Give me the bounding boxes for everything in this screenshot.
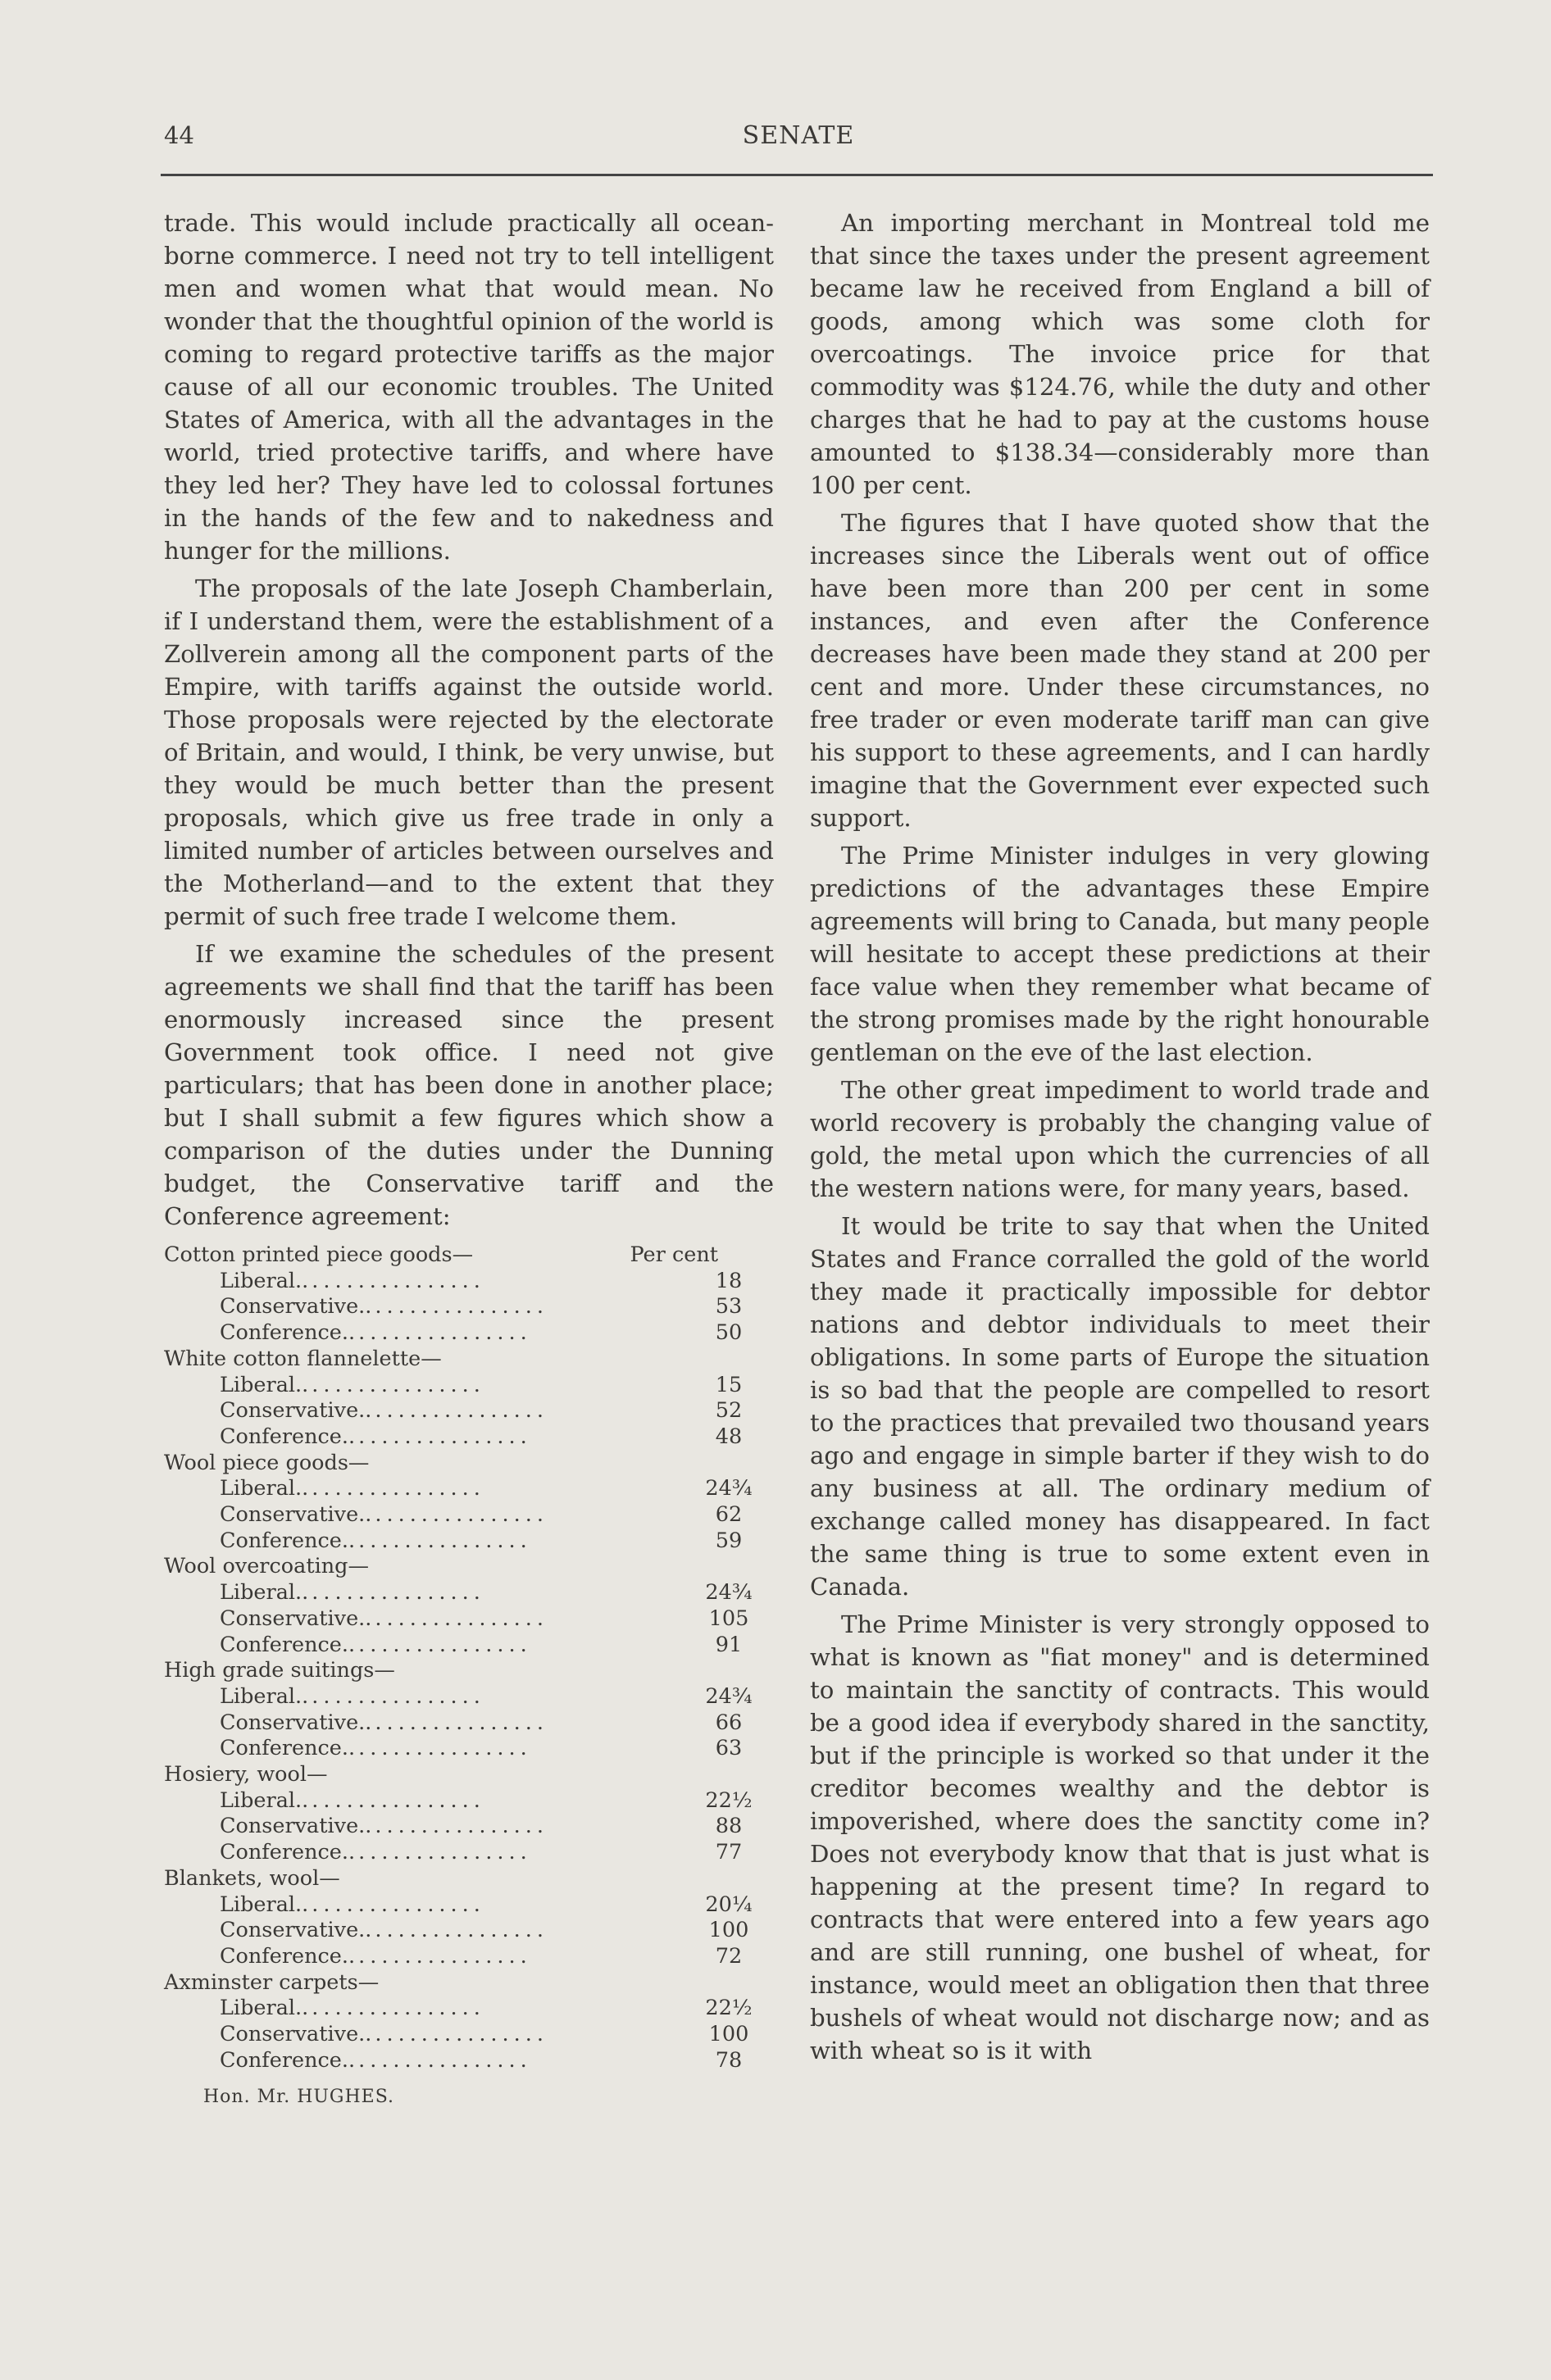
dot-leader: ............... (375, 1814, 548, 1839)
tariff-table (164, 1242, 774, 2074)
row-value: 50 (715, 1320, 743, 1346)
dot-leader: ............... (375, 1606, 548, 1631)
row-label: Conservative.. (220, 1710, 372, 1735)
row-value: 22½ (705, 1996, 753, 2021)
row-value: 15 (715, 1372, 743, 1397)
row-label: Conservative.. (220, 1398, 372, 1424)
paragraph: If we examine the schedules of the present agreements we shall find that the tariff has been enormously increased since the present Government took office. I need not give particulars; that has been done in another place; but I shall submit a few figures which show a comparison of the duties under the Dunning budget, the Conservative tariff and the Conference agreement: (164, 940, 774, 1230)
dot-leader: ............... (312, 1580, 485, 1606)
row-value: 59 (715, 1528, 743, 1553)
dot-leader: ............... (375, 1710, 548, 1735)
footer-speaker: Hon. Mr. HUGHES. (203, 2086, 395, 2107)
table-row (164, 1424, 774, 1451)
category-heading: Axminster carpets— (164, 1969, 380, 1995)
row-label: Conference.. (220, 1736, 356, 1761)
row-label: Liberal.. (220, 1683, 309, 1709)
dot-leader: ............... (312, 1996, 485, 2021)
table-row (164, 1996, 774, 2022)
dot-leader: ............... (312, 1476, 485, 1501)
row-label: Conservative.. (220, 2022, 372, 2047)
table-row (164, 1580, 774, 1606)
dot-leader: ............... (375, 1398, 548, 1424)
page-header (164, 121, 1433, 154)
page-number: 44 (164, 121, 194, 149)
row-label: Conference.. (220, 1632, 356, 1657)
category-heading: High grade suitings— (164, 1658, 395, 1683)
row-value: 63 (715, 1736, 743, 1761)
table-row (164, 1633, 774, 1659)
table-body (164, 1269, 774, 2074)
table-row (164, 1710, 774, 1737)
table-header (164, 1242, 774, 1269)
dot-leader: ............... (375, 1294, 548, 1319)
row-label: Liberal.. (220, 1372, 309, 1397)
category-heading: Cotton printed piece goods— (164, 1242, 474, 1267)
dot-leader: ............... (312, 1372, 485, 1397)
row-value: 53 (715, 1294, 743, 1319)
row-label: Liberal.. (220, 1996, 309, 2021)
dot-leader: ............... (358, 1840, 532, 1865)
paragraph: The figures that I have quoted show that the increases since the Liberals went out of office have been more than 200 per cent in some instances, and even after the Conference decreases have been made they stand at 200 per cent and more. Under these circumstances, no free trader or even moderate tariff man can give his support to these agreements, and I can hardly imagine that the Government ever expected such support. (810, 509, 1430, 832)
row-value: 24¾ (705, 1683, 753, 1709)
table-row (164, 2022, 774, 2048)
dot-leader: ............... (358, 2047, 532, 2073)
running-head: SENATE (742, 121, 855, 150)
table-row (164, 1320, 774, 1347)
table-row (164, 2048, 774, 2074)
dot-leader: ............... (358, 1632, 532, 1657)
row-label: Liberal.. (220, 1787, 309, 1813)
header-rule (161, 174, 1433, 176)
table-row (164, 1294, 774, 1320)
row-label: Conference.. (220, 1943, 356, 1969)
row-label: Conservative.. (220, 1918, 372, 1943)
table-row (164, 1944, 774, 1970)
dot-leader: ............... (375, 1502, 548, 1528)
row-label: Conference.. (220, 1528, 356, 1553)
right-column (810, 207, 1430, 2067)
paragraph: The Prime Minister indulges in very glowing predictions of the advantages these Empire agreements will bring to Canada, but many people will hesitate to accept these predictions at their face value when they remember what became of the strong promises made by the right honourable gentleman on the eve of the last election. (810, 842, 1430, 1066)
dot-leader: ............... (358, 1424, 532, 1449)
table-row (164, 1606, 774, 1633)
row-value: 72 (715, 1943, 743, 1969)
row-value: 77 (715, 1840, 743, 1865)
row-value: 24¾ (705, 1580, 753, 1606)
table-row (164, 1528, 774, 1555)
row-label: Conference.. (220, 1424, 356, 1449)
table-row (164, 1398, 774, 1424)
column-header-per-cent: Per cent (630, 1242, 718, 1267)
row-label: Liberal.. (220, 1892, 309, 1917)
category-heading: Wool piece goods— (164, 1450, 370, 1475)
table-row (164, 1840, 774, 1866)
row-value: 105 (708, 1606, 749, 1631)
row-value: 62 (715, 1502, 743, 1528)
row-label: Conference.. (220, 1840, 356, 1865)
row-value: 66 (715, 1710, 743, 1735)
dot-leader: ............... (312, 1787, 485, 1813)
dot-leader: ............... (358, 1320, 532, 1346)
dot-leader: ............... (358, 1736, 532, 1761)
dot-leader: ............... (358, 1943, 532, 1969)
paragraph: An importing merchant in Montreal told me that since the taxes under the present agreement became law he received from England a bill of goods, among which was some cloth for overcoatings. The invoice price for that commodity was $124.76, while the duty and other charges that he had to pay at the customs house amounted to $138.34—considerably more than 100 per cent. (810, 209, 1430, 499)
row-label: Conservative.. (220, 1294, 372, 1319)
row-label: Liberal.. (220, 1476, 309, 1501)
row-label: Liberal.. (220, 1580, 309, 1606)
row-label: Conservative.. (220, 1502, 372, 1528)
dot-leader: ............... (312, 1268, 485, 1293)
table-row (164, 1814, 774, 1840)
row-value: 18 (715, 1268, 743, 1293)
row-label: Conservative.. (220, 1814, 372, 1839)
row-value: 100 (708, 1918, 749, 1943)
row-label: Conference.. (220, 1320, 356, 1346)
table-row (164, 1684, 774, 1710)
left-column (164, 207, 774, 2109)
dot-leader: ............... (375, 2022, 548, 2047)
row-value: 91 (715, 1632, 743, 1657)
row-value: 52 (715, 1398, 743, 1424)
table-row (164, 1502, 774, 1528)
dot-leader: ............... (312, 1892, 485, 1917)
row-value: 100 (708, 2022, 749, 2047)
row-value: 20¼ (705, 1892, 753, 1917)
table-row (164, 1269, 774, 1295)
row-value: 78 (715, 2047, 743, 2073)
paragraph: trade. This would include practically all ocean-borne commerce. I need not try to tell intelligent men and women what that would mean. No wonder that the thoughtful opinion of the world is coming to regard protective tariffs as the major cause of all our economic troubles. The United States of America, with all the advantages in the world, tried protective tariffs, and where have they led her? They have led to colossal fortunes in the hands of the few and to nakedness and hunger for the millions. (164, 209, 774, 565)
row-value: 48 (715, 1424, 743, 1449)
row-value: 22½ (705, 1787, 753, 1813)
category-heading: White cotton flannelette— (164, 1346, 442, 1371)
table-row (164, 1476, 774, 1502)
table-row (164, 1736, 774, 1762)
row-label: Liberal.. (220, 1268, 309, 1293)
table-row (164, 1788, 774, 1815)
row-value: 24¾ (705, 1476, 753, 1501)
paragraph: It would be trite to say that when the United States and France corralled the gold of the world they made it practically impossible for debtor nations and debtor individuals to meet their obligations. In some parts of Europe the situation is so bad that the people are compelled to resort to the practices that prevailed two thousand years ago and engage in simple barter if they wish to do any business at all. The ordinary medium of exchange called money has disappeared. In fact the same thing is true to some extent even in Canada. (810, 1212, 1430, 1601)
dot-leader: ............... (375, 1918, 548, 1943)
category-heading: Hosiery, wool— (164, 1762, 328, 1787)
table-row (164, 1918, 774, 1944)
row-label: Conference.. (220, 2047, 356, 2073)
category-heading: Wool overcoating— (164, 1554, 369, 1579)
dot-leader: ............... (358, 1528, 532, 1553)
paragraph: The Prime Minister is very strongly opposed to what is known as "fiat money" and is determined to maintain the sanctity of contracts. This would be a good idea if everybody shared in the sanctity, but if the principle is worked so that under it the creditor becomes wealthy and the debtor is impoverished, where does the sanctity come in? Does not everybody know that that is just what is happening at the present time? In regard to contracts that were entered into a few years ago and are still running, one bushel of wheat, for instance, would meet an obligation then that three bushels of wheat would not discharge now; and as with wheat so is it with (810, 1610, 1430, 2064)
row-value: 88 (715, 1814, 743, 1839)
category-heading: Blankets, wool— (164, 1865, 340, 1891)
table-row (164, 1373, 774, 1399)
dot-leader: ............... (312, 1683, 485, 1709)
paragraph: The other great impediment to world trade and world recovery is probably the changing value of gold, the metal upon which the currencies of all the western nations were, for many years, based. (810, 1076, 1430, 1202)
row-label: Conservative.. (220, 1606, 372, 1631)
table-row (164, 1892, 774, 1919)
paragraph: The proposals of the late Joseph Chamberlain, if I understand them, were the establishment of a Zollverein among all the component parts of the Empire, with tariffs against the outside world. Those proposals were rejected by the electorate of Britain, and would, I think, be very unwise, but they would be much better than the present proposals, which give us free trade in only a limited number of articles between ourselves and the Motherland—and to the extent that they permit of such free trade I welcome them. (164, 575, 774, 930)
